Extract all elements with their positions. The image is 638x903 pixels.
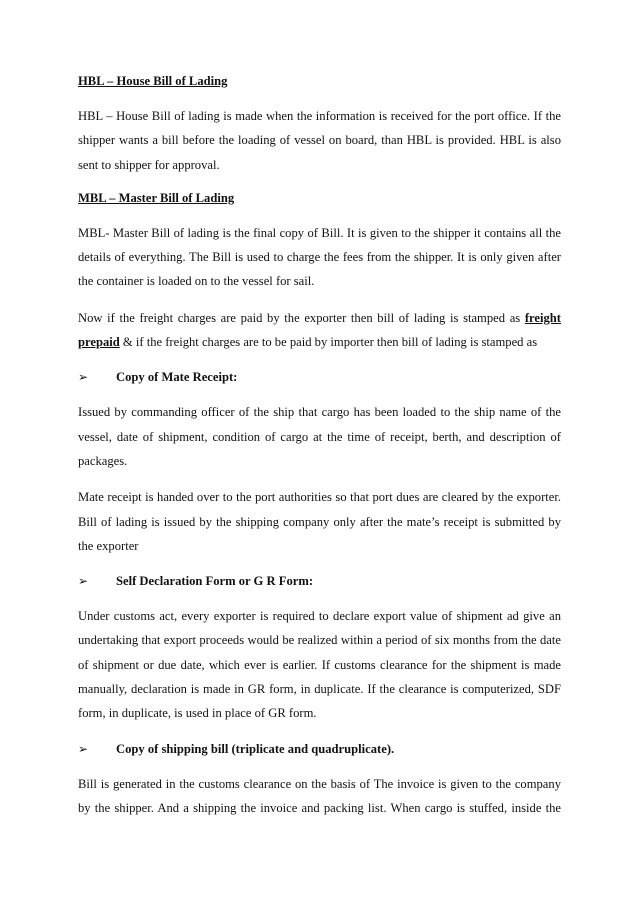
mbl-paragraph: MBL- Master Bill of lading is the final copy of Bill. It is given to the shipper it contains all the details of everything. The Bill is used to charge the fees from the shipper. It is only given after the container is loaded on to the vessel for sail. [78, 225, 561, 289]
freight-prepaid-text: freight prepaid [78, 310, 561, 350]
mate-receipt-paragraph-2: Mate receipt is handed over to the port authorities so that port dues are cleared by the exporter. Bill of lading is issued by the shipping company only after the mate’s receipt is submitted by the exporter [78, 490, 561, 553]
sdf-title: Self Declaration Form or G R Form: [116, 574, 314, 589]
mate-receipt-paragraph-1: Issued by commanding officer of the ship that cargo has been loaded to the ship name of the vessel, date of shipment, condition of cargo at the time of receipt, berth, and description of packages. [78, 405, 561, 468]
shipping-bill-heading [78, 740, 561, 758]
arrow-bullet-icon: ➢ [78, 370, 89, 385]
mate-receipt-title: Copy of Mate Receipt: [116, 370, 238, 385]
hbl-heading: HBL – House Bill of Lading [78, 74, 228, 88]
freight-paragraph [78, 306, 561, 355]
mbl-heading: MBL – Master Bill of Lading [78, 190, 235, 205]
freight-intro-text: Now if the freight charges are paid by the exporter then bill of lading is stamped as [78, 310, 521, 325]
mate-receipt-heading [78, 368, 561, 386]
sdf-paragraph: Under customs act, every exporter is required to declare export value of shipment ad give an undertaking that export proceeds would be realized within a period of six months from the date of shipment or due date, which ever is earlier. If customs clearance for the shipment is made manually, declaration is made in GR form, in duplicate. If the clearance is computerized, SDF form, in duplicate, is used in place of GR form. [78, 609, 561, 721]
arrow-bullet-icon: ➢ [78, 741, 89, 756]
sdf-heading [78, 572, 561, 590]
freight-outro-text: & if the freight charges are to be paid by importer then bill of lading is stamped as [122, 335, 538, 350]
hbl-paragraph: HBL – House Bill of lading is made when the information is received for the port office. If the shipper wants a bill before the loading of vessel on board, than HBL is provided. HBL is also sent to shipper for approval. [78, 109, 561, 172]
shipping-bill-paragraph: Bill is generated in the customs clearance on the basis of The invoice is given to the company by the shipper. And a shipping the invoice and packing list. When cargo is stuffed, inside the [78, 776, 561, 815]
shipping-bill-title: Copy of shipping bill (triplicate and quadruplicate). [116, 741, 395, 756]
document-page [78, 72, 561, 820]
arrow-bullet-icon: ➢ [78, 574, 89, 589]
